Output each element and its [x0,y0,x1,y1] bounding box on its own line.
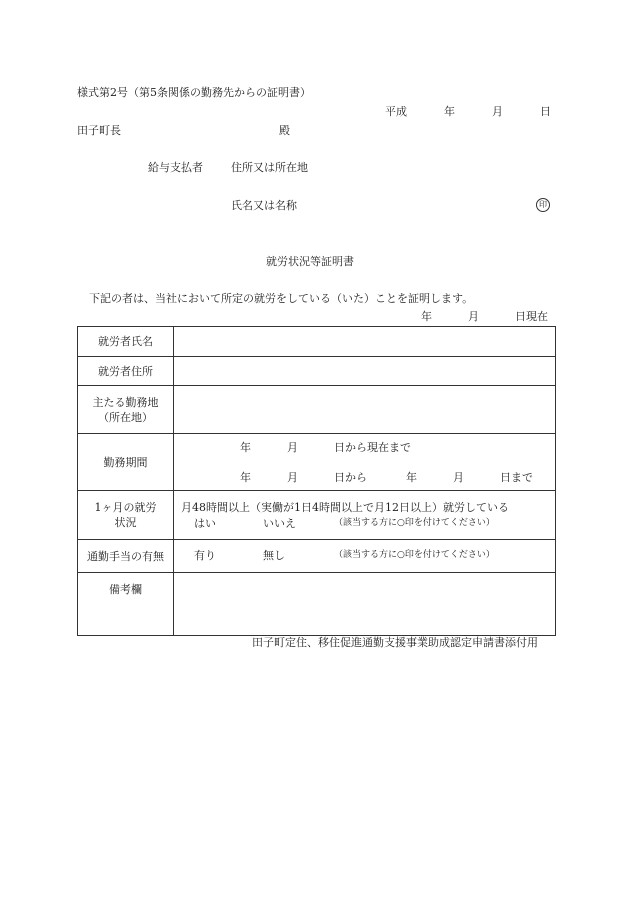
worker-name-field[interactable] [174,327,556,357]
monthly-label-line1: 1ヶ月の就労 [94,501,157,514]
monthly-label [78,491,174,540]
commute-label: 通勤手当の有無 [78,540,174,573]
commute-no-option[interactable]: 無し [263,549,285,562]
seal-mark: 印 [536,198,550,212]
period2-day-to: 日まで [500,471,533,484]
monthly-note: （該当する方に○印を付けてください） [334,518,495,528]
row-remarks [78,573,556,636]
date-day: 日 [540,105,551,118]
period2-month2: 月 [453,471,464,484]
workplace-label [78,386,174,434]
workplace-label-line2: （所在地） [98,410,153,424]
commute-field [174,540,556,573]
period2-day-from: 日から [334,471,367,484]
worker-name-label: 就労者氏名 [78,327,174,357]
honorific: 殿 [279,124,290,137]
commute-yes-option[interactable]: 有り [194,549,216,562]
row-worker-name [78,327,556,357]
remarks-field[interactable] [174,573,556,636]
worker-address-field[interactable] [174,357,556,386]
worker-address-label: 就労者住所 [78,357,174,386]
monthly-field [174,491,556,540]
period1-day: 日から現在まで [334,441,411,454]
monthly-condition: 月48時間以上（実働が1日4時間以上で月12日以上）就労している [181,501,509,514]
remarks-label: 備考欄 [78,573,174,636]
period2-year2: 年 [406,471,417,484]
date-month: 月 [492,105,503,118]
monthly-yes-option[interactable]: はい [194,517,216,530]
payer-name-label: 氏名又は名称 [231,199,297,212]
row-monthly [78,491,556,540]
asof-year: 年 [421,310,432,323]
asof-day: 日現在 [515,310,548,323]
period-label: 勤務期間 [78,434,174,491]
form-label: 様式第2号（第5条関係の勤務先からの証明書） [77,86,311,99]
period2-year: 年 [240,471,251,484]
certificate-table [77,326,556,636]
monthly-label-line2: 状況 [114,516,137,529]
certification-statement: 下記の者は、当社において所定の就労をしている（いた）ことを証明します。 [89,292,474,305]
commute-note: （該当する方に○印を付けてください） [334,550,495,560]
asof-month: 月 [468,310,479,323]
period2-month: 月 [287,471,298,484]
monthly-no-option[interactable]: いいえ [263,517,296,530]
row-workplace [78,386,556,434]
date-era: 平成 [385,105,407,118]
row-period [78,434,556,491]
row-commute [78,540,556,573]
row-worker-address [78,357,556,386]
period-field[interactable] [174,434,556,491]
date-year: 年 [444,105,455,118]
period1-year: 年 [240,441,251,454]
workplace-label-line1: 主たる勤務地 [92,395,159,409]
document-title: 就労状況等証明書 [266,255,354,268]
workplace-field[interactable] [174,386,556,434]
footer-note: 田子町定住、移住促進通勤支援事業助成認定申請書添付用 [252,636,538,649]
payer-address-label: 住所又は所在地 [231,161,308,174]
period1-month: 月 [287,441,298,454]
payer-label: 給与支払者 [148,161,203,174]
addressee: 田子町長 [77,124,121,137]
